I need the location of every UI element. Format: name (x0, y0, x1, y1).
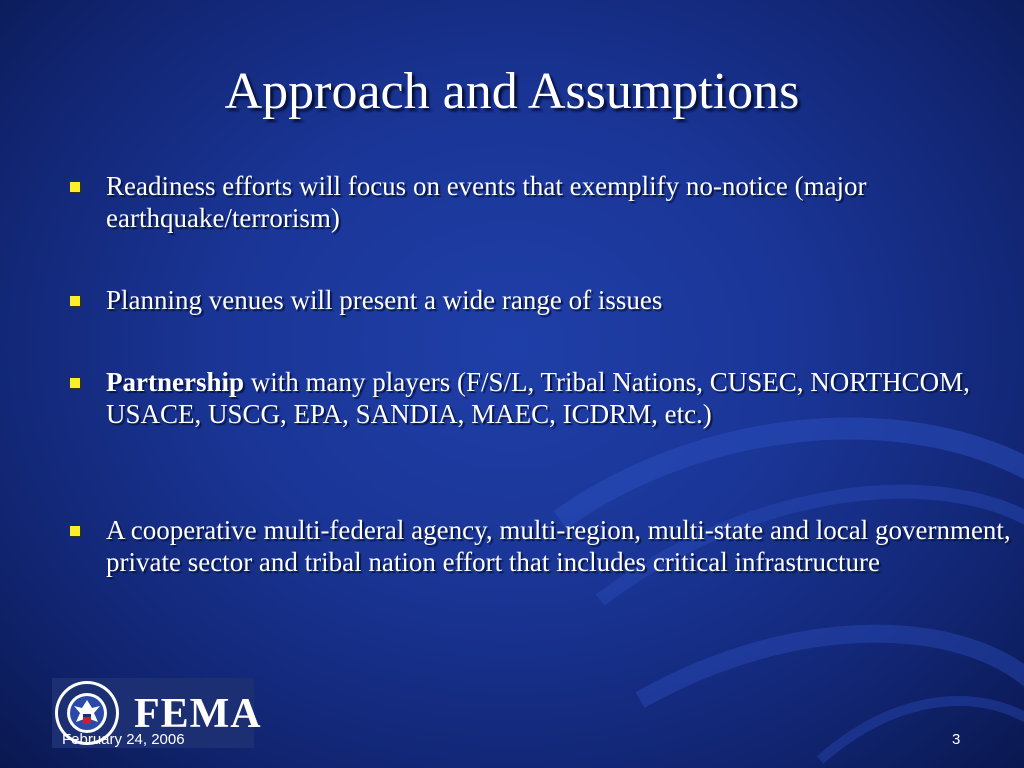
page-number: 3 (952, 731, 961, 748)
bullet-text: A cooperative multi-federal agency, multi-region, multi-state and local government, private sector and tribal nation effort that includes critical infrastructure (106, 515, 1011, 577)
slide-title: Approach and Assumptions (224, 63, 800, 120)
bullet-bold-term: Partnership (106, 367, 244, 397)
bullet-text: Readiness efforts will focus on events that exemplify no-notice (major earthquake/terrorism) (106, 171, 867, 233)
bullet-item (70, 284, 1015, 316)
bullet-item (70, 366, 1015, 430)
square-bullet-icon (70, 182, 80, 192)
fema-wordmark: FEMA (134, 691, 262, 737)
bullet-rest-text: with many players (F/S/L, Tribal Nations, CUSEC, NORTHCOM, USACE, USCG, EPA, SANDIA, MAEC, ICDRM, etc.) (106, 367, 970, 429)
square-bullet-icon (70, 526, 80, 536)
footer-date: February 24, 2006 (62, 731, 185, 748)
square-bullet-icon (70, 296, 80, 306)
bullet-item (70, 514, 1015, 578)
bullet-item (70, 170, 1015, 234)
bullet-text: Planning venues will present a wide range of issues (106, 285, 663, 315)
square-bullet-icon (70, 378, 80, 388)
bullet-text (106, 366, 1015, 430)
